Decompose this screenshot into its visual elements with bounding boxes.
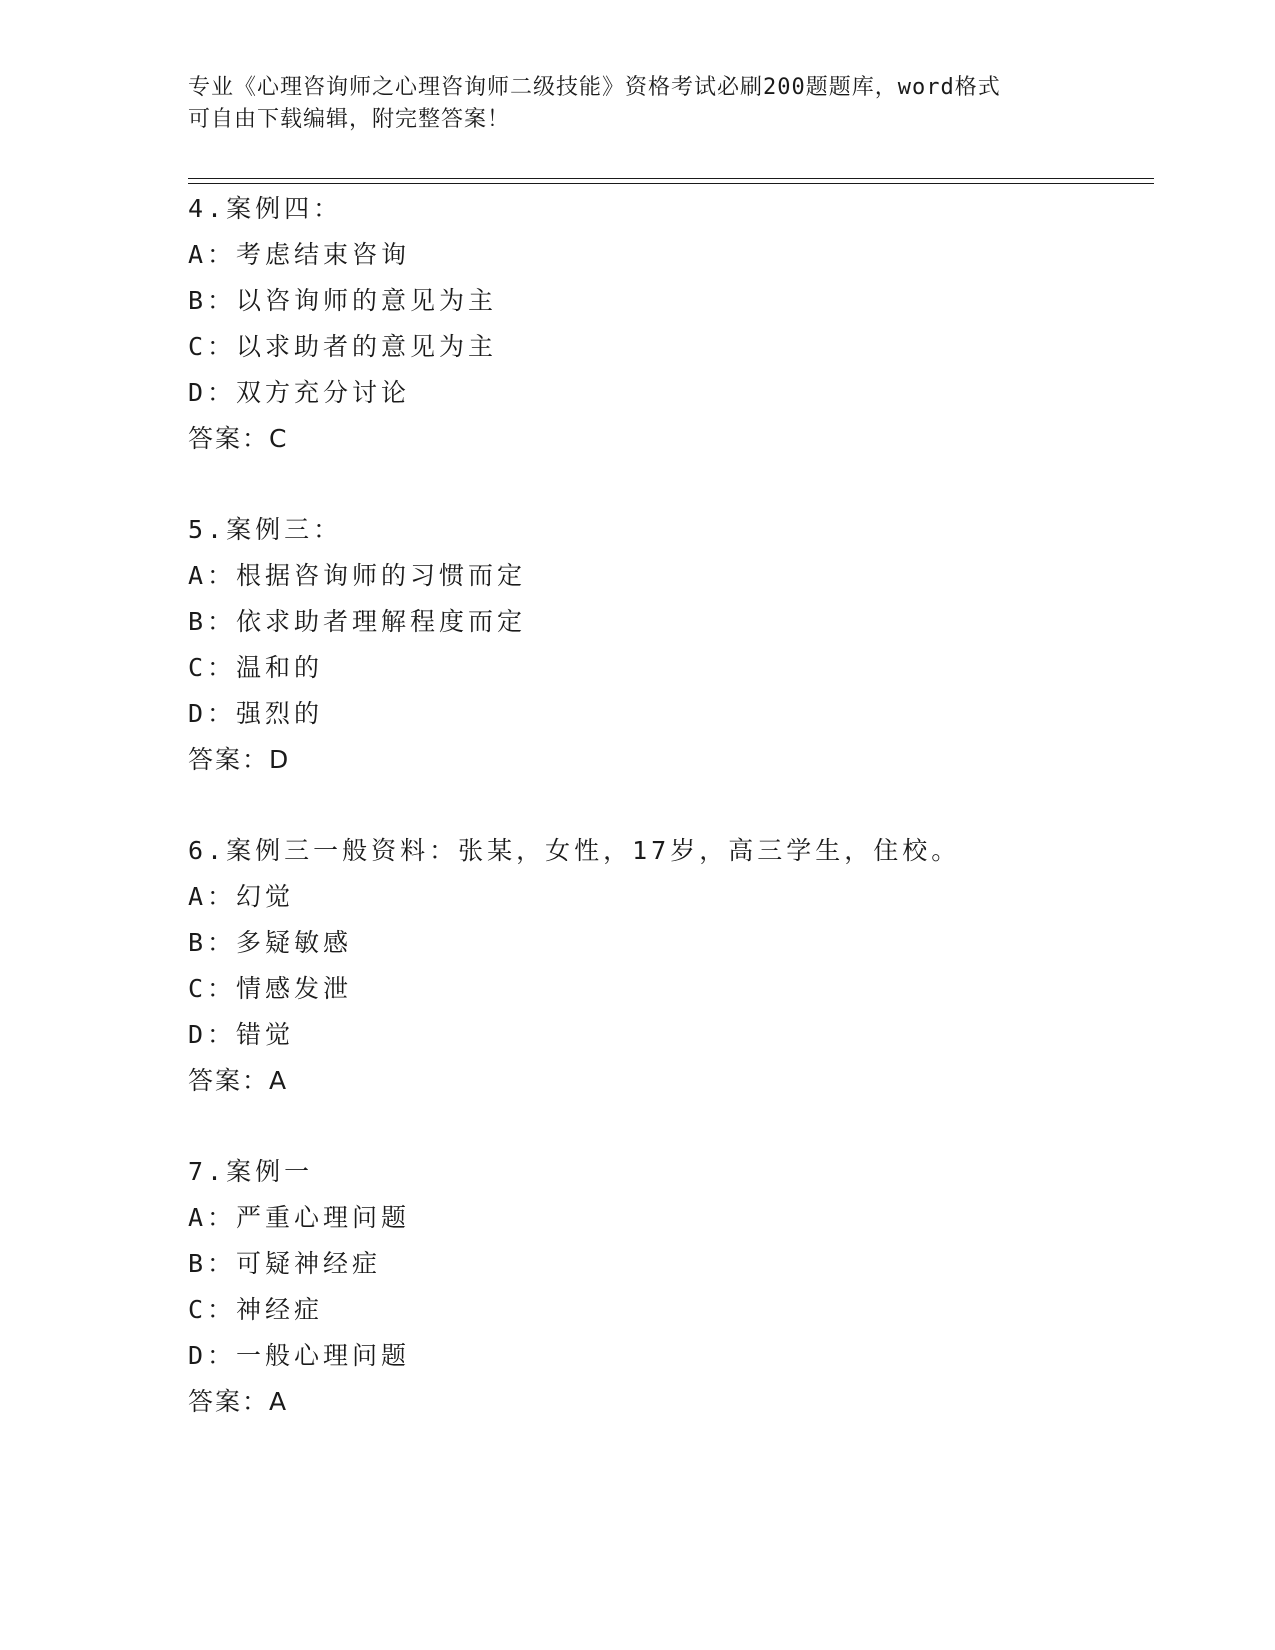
header-line-2: 可自由下载编辑，附完整答案！ [188,107,511,132]
option-b: B：可疑神经症 [188,1249,382,1278]
option-d: D：错觉 [188,1020,295,1049]
question-title: 7.案例一 [188,1157,314,1186]
header-line-1: 专业《心理咨询师之心理咨询师二级技能》资格考试必刷200题题库，word格式 [188,75,1001,100]
option-d: D：一般心理问题 [188,1341,411,1370]
option-c: C：神经症 [188,1295,324,1324]
header-divider-top [188,178,1154,179]
question-7 [188,1149,410,1425]
option-c: C：以求助者的意见为主 [188,332,498,361]
question-6 [188,828,960,1104]
option-b: B：以咨询师的意见为主 [188,286,498,315]
question-title: 5.案例三： [188,515,343,544]
answer: 答案：A [188,1066,289,1095]
option-b: B：多疑敏感 [188,928,353,957]
option-a: A：考虑结束咨询 [188,240,411,269]
answer: 答案：A [188,1387,289,1416]
header-divider-bottom [188,183,1154,184]
question-title: 6.案例三一般资料：张某，女性，17岁，高三学生，住校。 [188,836,961,865]
answer: 答案：D [188,745,291,774]
question-5 [188,507,526,783]
option-c: C：温和的 [188,653,324,682]
answer: 答案：C [188,424,289,453]
option-b: B：依求助者理解程度而定 [188,607,527,636]
question-4 [188,186,497,462]
document-header [188,72,1088,136]
option-a: A：根据咨询师的习惯而定 [188,561,527,590]
option-d: D：双方充分讨论 [188,378,411,407]
option-a: A：严重心理问题 [188,1203,411,1232]
option-c: C：情感发泄 [188,974,353,1003]
option-d: D：强烈的 [188,699,324,728]
question-title: 4.案例四： [188,194,343,223]
option-a: A：幻觉 [188,882,295,911]
